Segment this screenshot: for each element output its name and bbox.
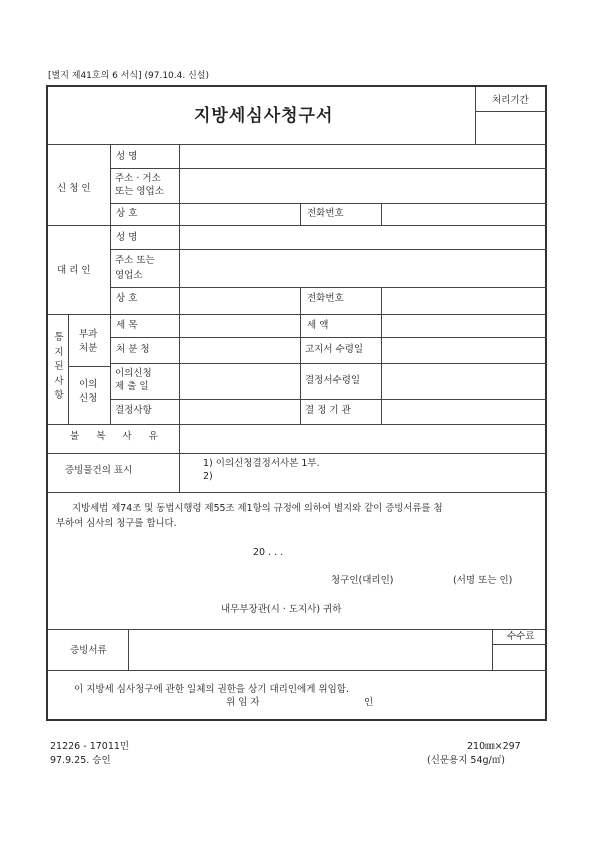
form-number: 21226 - 17011민 <box>50 741 130 752</box>
agent-name-label: 성 명 <box>116 232 138 243</box>
agent-trade-name-label: 상 호 <box>116 293 138 304</box>
sign-label: (서명 또는 인) <box>453 575 513 586</box>
divider <box>179 453 180 492</box>
notice-char: 지 <box>54 346 64 358</box>
addressee: 내무부장관(시 · 도지사) 귀하 <box>221 604 342 615</box>
agent-section-label: 대 리 인 <box>57 265 91 276</box>
divider <box>48 492 547 493</box>
objection-date-label-2: 제 출 일 <box>115 381 149 392</box>
divider <box>110 144 111 314</box>
divider <box>475 111 547 112</box>
evidence-item: 2) <box>203 471 213 482</box>
documents-label: 증빙서류 <box>70 645 107 656</box>
divider <box>48 453 547 454</box>
divider <box>300 287 301 314</box>
divider <box>492 629 493 670</box>
applicant-trade-name-label: 상 호 <box>116 208 138 219</box>
evidence-label: 증빙물건의 표시 <box>65 465 133 476</box>
notice-char: 된 <box>54 361 64 372</box>
divider <box>381 203 382 225</box>
divider <box>68 314 69 424</box>
decision-matter-label: 결정사항 <box>115 405 152 416</box>
agent-address-label-2: 영업소 <box>115 270 143 281</box>
paper-type: (신문용지 54g/㎡) <box>427 755 505 766</box>
divider <box>300 314 301 424</box>
divider <box>110 314 111 424</box>
delegation-text: 이 지방세 심사청구에 관한 일체의 권한을 상기 대리인에게 위임함. <box>74 684 349 695</box>
divider <box>110 363 547 364</box>
divider <box>110 203 547 204</box>
notice-char: 항 <box>54 390 64 401</box>
divider <box>48 629 547 630</box>
dissatisfaction-label: 불 복 사 유 <box>70 431 165 442</box>
divider <box>179 424 180 453</box>
date-line: 20 . . . <box>253 547 284 558</box>
divider <box>48 424 547 425</box>
objection-label-1: 이의 <box>79 379 98 390</box>
agent-address-label-1: 주소 또는 <box>115 255 155 266</box>
applicant-address-label-2: 또는 영업소 <box>115 186 164 197</box>
applicant-name-label: 성 명 <box>116 151 138 162</box>
tax-item-label: 세 목 <box>116 320 138 331</box>
divider <box>492 644 547 645</box>
fee-label: 수수료 <box>507 631 535 642</box>
divider <box>110 399 547 400</box>
imposition-label-2: 처분 <box>79 343 98 354</box>
divider <box>300 203 301 225</box>
divider <box>110 337 547 338</box>
decision-received-label: 결정서수령일 <box>305 375 361 386</box>
statement-line-2: 부하여 심사의 청구를 합니다. <box>56 518 177 529</box>
applicant-address-label-1: 주소 · 거소 <box>115 173 161 184</box>
objection-label-2: 신청 <box>79 393 98 404</box>
divider <box>381 314 382 424</box>
divider <box>128 629 129 670</box>
divider <box>110 168 547 169</box>
divider <box>475 87 476 144</box>
divider <box>381 287 382 314</box>
applicant-phone-label: 전화번호 <box>307 208 344 219</box>
evidence-item: 1) 이의신청결정서사본 1부. <box>203 458 320 469</box>
statement-line-1: 지방세법 제74조 및 동법시행령 제55조 제1항의 규정에 의하여 별지와 같이 증빙서류를 첨 <box>72 503 443 514</box>
approval-note: 97.9.25. 승인 <box>50 755 111 766</box>
divider <box>179 144 180 424</box>
decision-office-label: 결 정 기 관 <box>305 405 351 416</box>
notice-received-label: 고지서 수령일 <box>305 344 364 355</box>
processing-period-label: 처리기간 <box>492 95 529 106</box>
delegator-seal: 인 <box>364 697 374 708</box>
divider <box>48 144 547 145</box>
form-title: 지방세심사청구서 <box>194 106 334 126</box>
imposition-label-1: 부과 <box>79 329 98 340</box>
tax-amount-label: 세 액 <box>307 320 329 331</box>
delegator-label: 위 임 자 <box>226 697 260 708</box>
applicant-section-label: 신 청 인 <box>57 183 91 194</box>
form-header-note: [별지 제41호의 6 서식] (97.10.4. 신설) <box>48 71 209 81</box>
objection-date-label-1: 이의신청 <box>115 368 152 379</box>
notice-char: 사 <box>54 375 64 387</box>
agent-phone-label: 전화번호 <box>307 293 344 304</box>
disposition-office-label: 처 분 청 <box>116 344 150 355</box>
divider <box>48 314 547 315</box>
divider <box>68 366 110 367</box>
divider <box>48 225 547 226</box>
notice-char: 통 <box>54 332 64 343</box>
paper-size: 210㎜×297 <box>467 741 521 752</box>
appeal-form <box>46 85 547 721</box>
divider <box>48 670 547 671</box>
divider <box>110 287 547 288</box>
notice-section-label <box>53 331 65 404</box>
divider <box>110 249 547 250</box>
claimant-label: 청구인(대리인) <box>331 575 394 586</box>
